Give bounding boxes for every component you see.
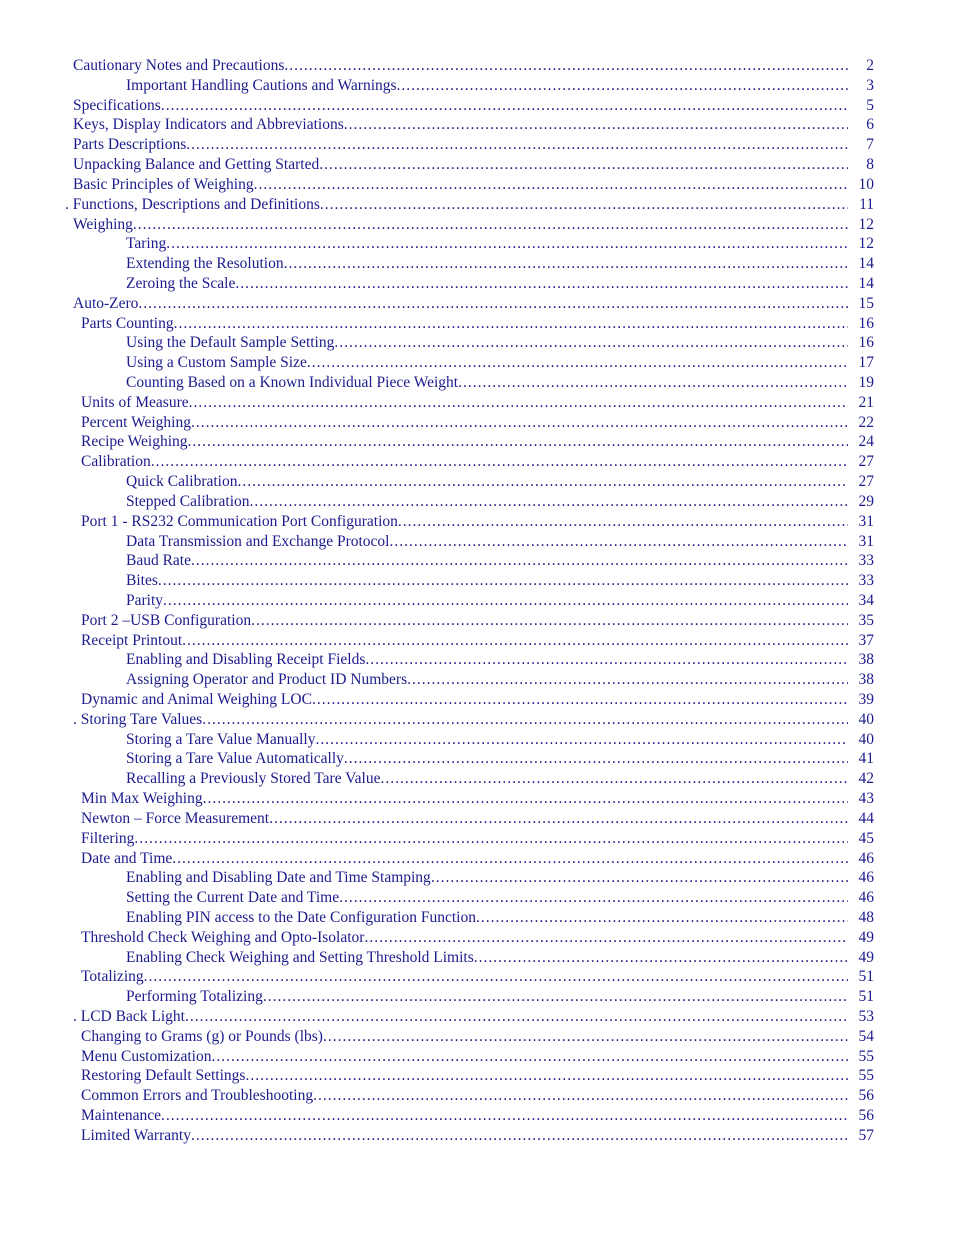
toc-entry[interactable]	[0, 195, 954, 215]
toc-entry-title: Parity	[126, 591, 164, 609]
toc-link[interactable]	[73, 1007, 874, 1027]
toc-entry-title: Keys, Display Indicators and Abbreviations	[73, 116, 344, 134]
toc-entry-title: Weighing	[73, 215, 133, 233]
toc-link[interactable]	[73, 96, 874, 116]
toc-entry-page: 48	[858, 908, 874, 926]
toc-dot-leader	[315, 730, 848, 750]
toc-entry-title: Auto-Zero	[73, 294, 139, 312]
toc-entry-title: Assigning Operator and Product ID Numbers	[126, 671, 408, 689]
toc-link[interactable]	[126, 76, 874, 96]
toc-entry-page: 22	[858, 413, 874, 431]
toc-link[interactable]	[81, 1126, 874, 1146]
toc-entry[interactable]	[0, 115, 954, 135]
toc-dot-leader	[134, 829, 848, 849]
toc-entry-page: 38	[858, 651, 874, 669]
toc-entry-page: 11	[859, 195, 874, 213]
toc-entry[interactable]	[0, 571, 954, 591]
toc-entry-page: 3	[866, 76, 874, 94]
toc-entry-page: 56	[858, 1107, 874, 1125]
toc-entry-page: 35	[858, 611, 874, 629]
toc-link[interactable]	[81, 393, 874, 413]
toc-entry[interactable]	[0, 591, 954, 611]
toc-dot-leader	[334, 333, 848, 353]
toc-dot-leader	[307, 353, 848, 373]
toc-entry-page: 14	[858, 255, 874, 273]
toc-entry-title: Port 1 - RS232 Communication Port Configuration	[81, 512, 398, 530]
toc-dot-leader	[284, 56, 848, 76]
toc-dot-leader	[203, 789, 848, 809]
toc-entry-title: Percent Weighing	[81, 413, 191, 431]
toc-entry[interactable]	[0, 928, 954, 948]
toc-entry-title: Unpacking Balance and Getting Started	[73, 156, 320, 174]
toc-dot-leader	[284, 254, 848, 274]
toc-link[interactable]	[126, 472, 874, 492]
toc-entry-title: Basic Principles of Weighing	[73, 175, 254, 193]
toc-link[interactable]	[81, 452, 874, 472]
toc-entry-title: Zeroing the Scale	[126, 274, 236, 292]
toc-entry-page: 57	[858, 1126, 874, 1144]
toc-link[interactable]	[73, 710, 874, 730]
toc-link[interactable]	[126, 551, 874, 571]
toc-dot-leader	[191, 1126, 848, 1146]
toc-link[interactable]	[126, 532, 874, 552]
toc-entry[interactable]	[0, 175, 954, 195]
toc-entry-title: Specifications	[73, 96, 161, 114]
toc-entry[interactable]	[0, 769, 954, 789]
toc-entry-title: Parts Counting	[81, 314, 174, 332]
toc-entry-page: 54	[858, 1027, 874, 1045]
toc-link[interactable]	[81, 789, 874, 809]
toc-entry[interactable]	[0, 314, 954, 334]
toc-entry-page: 31	[858, 532, 874, 550]
toc-link[interactable]	[126, 888, 874, 908]
toc-entry-title: Enabling PIN access to the Date Configuration Function	[126, 908, 476, 926]
toc-link[interactable]	[126, 591, 874, 611]
toc-entry[interactable]	[0, 492, 954, 512]
toc-entry[interactable]	[0, 1106, 954, 1126]
toc-link[interactable]	[126, 254, 874, 274]
toc-entry[interactable]	[0, 888, 954, 908]
toc-entry-title: Counting Based on a Known Individual Piece Weight	[126, 374, 459, 391]
toc-entry-title: Taring	[126, 235, 167, 253]
toc-entry-title: Setting the Current Date and Time	[126, 889, 340, 907]
toc-entry-title: Dynamic and Animal Weighing LOC	[81, 691, 312, 708]
toc-link[interactable]	[81, 809, 874, 829]
toc-entry[interactable]	[0, 611, 954, 631]
toc-dot-leader	[476, 908, 848, 928]
toc-entry-page: 6	[866, 116, 874, 134]
toc-link[interactable]	[81, 611, 874, 631]
toc-entry-page: 12	[858, 215, 874, 233]
toc-entry-page: 44	[858, 809, 874, 827]
toc-dot-leader	[398, 512, 848, 532]
toc-entry-page: 27	[858, 453, 874, 471]
toc-link[interactable]	[81, 512, 874, 532]
toc-dot-leader	[186, 135, 848, 155]
toc-entry[interactable]	[0, 1007, 954, 1027]
toc-link[interactable]	[81, 631, 874, 651]
toc-entry-page: 33	[858, 552, 874, 570]
toc-link[interactable]	[126, 353, 874, 373]
toc-link[interactable]	[73, 155, 874, 175]
toc-dot-leader	[166, 234, 848, 254]
toc-entry-title: Menu Customization	[81, 1047, 212, 1065]
toc-link[interactable]	[81, 1106, 874, 1126]
toc-entry-title: Newton – Force Measurement	[81, 809, 270, 827]
toc-entry-page: 40	[858, 730, 874, 748]
toc-dot-leader	[161, 96, 848, 116]
toc-entry-title: Bites	[126, 572, 158, 590]
toc-link[interactable]	[73, 294, 874, 314]
toc-entry[interactable]	[0, 274, 954, 294]
toc-dot-leader	[474, 948, 848, 968]
toc-dot-leader	[172, 849, 848, 869]
toc-dot-leader	[144, 967, 848, 987]
toc-entry[interactable]	[0, 1086, 954, 1106]
toc-link[interactable]	[126, 987, 874, 1007]
toc-entry-page: 16	[858, 334, 874, 352]
toc-entry-title: Storing a Tare Value Automatically	[126, 750, 344, 768]
toc-entry-title: Baud Rate	[126, 552, 191, 570]
toc-entry-page: 49	[858, 928, 874, 946]
toc-entry[interactable]	[0, 532, 954, 552]
toc-entry[interactable]	[0, 96, 954, 116]
toc-entry[interactable]	[0, 393, 954, 413]
toc-entry[interactable]	[0, 710, 954, 730]
toc-entry-title: Limited Warranty	[81, 1126, 191, 1144]
toc-dot-leader	[151, 452, 848, 472]
toc-dot-leader	[191, 413, 848, 433]
toc-entry[interactable]	[0, 135, 954, 155]
toc-dot-leader	[188, 432, 848, 452]
toc-dot-leader	[397, 76, 848, 96]
toc-entry-page: 45	[858, 829, 874, 847]
toc-dot-leader	[174, 314, 848, 334]
toc-entry-page: 49	[858, 948, 874, 966]
toc-entry-page: 5	[866, 96, 874, 114]
toc-entry-title: Stepped Calibration	[126, 492, 250, 510]
toc-entry-title: Filtering	[81, 829, 135, 847]
toc-dot-leader	[185, 1007, 848, 1027]
toc-entry[interactable]	[0, 987, 954, 1007]
toc-entry-title: Important Handling Cautions and Warnings	[126, 76, 397, 94]
toc-link[interactable]	[81, 967, 874, 987]
toc-entry-title: Port 2 –USB Configuration	[81, 611, 252, 629]
toc-link[interactable]	[126, 571, 874, 591]
toc-dot-leader	[254, 175, 848, 195]
toc-link[interactable]	[126, 769, 874, 789]
toc-entry[interactable]	[0, 650, 954, 670]
toc-entry-title: Enabling and Disabling Receipt Fields	[126, 651, 366, 669]
toc-entry-title: Quick Calibration	[126, 473, 238, 491]
toc-entry-page: 33	[858, 572, 874, 590]
toc-link[interactable]	[81, 413, 874, 433]
toc-dot-leader	[245, 1066, 848, 1086]
toc-entry-page: 55	[858, 1047, 874, 1065]
toc-entry-title: Changing to Grams (g) or Pounds (lbs)	[81, 1027, 323, 1045]
toc-entry-page: 17	[858, 354, 874, 372]
toc-entry-page: 38	[858, 671, 874, 689]
toc-entry[interactable]	[0, 353, 954, 373]
toc-entry[interactable]	[0, 849, 954, 869]
toc-dot-leader	[458, 373, 848, 393]
toc-link[interactable]	[126, 908, 874, 928]
toc-entry-page: 43	[858, 790, 874, 808]
toc-entry-page: 37	[858, 631, 874, 649]
toc-entry[interactable]	[0, 829, 954, 849]
toc-entry-page: 42	[858, 770, 874, 788]
toc-entry-title: Receipt Printout	[81, 631, 183, 649]
toc-entry-page: 40	[858, 710, 874, 728]
toc-entry-page: 19	[858, 374, 874, 391]
toc-entry[interactable]	[0, 413, 954, 433]
toc-link[interactable]	[81, 314, 874, 334]
toc-entry-page: 12	[858, 235, 874, 253]
toc-entry[interactable]	[0, 690, 954, 710]
toc-dot-leader	[319, 155, 848, 175]
toc-dot-leader	[182, 631, 848, 651]
toc-dot-leader	[389, 532, 848, 552]
toc-dot-leader	[238, 472, 849, 492]
toc-entry[interactable]	[0, 908, 954, 928]
toc-dot-leader	[251, 611, 848, 631]
toc-entry-title: Restoring Default Settings	[81, 1067, 246, 1085]
toc-entry-page: 31	[858, 512, 874, 530]
toc-dot-leader	[202, 710, 848, 730]
toc-entry[interactable]	[0, 333, 954, 353]
toc-entry[interactable]	[0, 1027, 954, 1047]
toc-entry-page: 51	[858, 988, 874, 1006]
toc-link[interactable]	[126, 749, 874, 769]
toc-entry-title: Maintenance	[81, 1107, 162, 1125]
toc-entry-title: Parts Descriptions	[73, 136, 187, 154]
toc-dot-leader	[263, 987, 848, 1007]
toc-entry[interactable]	[0, 749, 954, 769]
toc-dot-leader	[191, 551, 848, 571]
toc-entry[interactable]	[0, 155, 954, 175]
toc-entry[interactable]	[0, 868, 954, 888]
toc-dot-leader	[269, 809, 848, 829]
toc-link[interactable]	[81, 928, 874, 948]
toc-dot-leader	[133, 215, 848, 235]
toc-entry[interactable]	[0, 948, 954, 968]
toc-entry-page: 16	[858, 314, 874, 332]
toc-link[interactable]	[81, 829, 874, 849]
toc-link[interactable]	[126, 868, 874, 888]
toc-link[interactable]	[126, 492, 874, 512]
toc-entry-page: 2	[866, 57, 874, 74]
toc-link[interactable]	[81, 1066, 874, 1086]
toc-entry-title: Using a Custom Sample Size	[126, 354, 307, 372]
toc-entry[interactable]	[0, 472, 954, 492]
toc-entry[interactable]	[0, 373, 954, 393]
toc-entry-title: . Storing Tare Values	[73, 710, 203, 728]
toc-link[interactable]	[81, 1027, 874, 1047]
toc-entry-page: 53	[858, 1008, 874, 1025]
toc-link[interactable]	[73, 215, 874, 235]
toc-entry-page: 21	[858, 393, 874, 411]
toc-entry[interactable]	[0, 76, 954, 96]
toc-entry[interactable]	[0, 294, 954, 314]
toc-entry-page: 24	[858, 433, 874, 451]
toc-entry[interactable]	[0, 967, 954, 987]
toc-entry[interactable]	[0, 452, 954, 472]
toc-dot-leader	[407, 670, 848, 690]
toc-link[interactable]	[126, 650, 874, 670]
toc-dot-leader	[380, 769, 848, 789]
toc-entry-title: Recipe Weighing	[81, 433, 188, 451]
toc-link[interactable]	[126, 670, 874, 690]
toc-entry-page: 46	[858, 869, 874, 887]
toc-dot-leader	[312, 690, 848, 710]
toc-link[interactable]	[73, 135, 874, 155]
toc-entry[interactable]	[0, 809, 954, 829]
toc-link[interactable]	[126, 333, 874, 353]
toc-entry-page: 10	[858, 175, 874, 193]
toc-entry[interactable]	[0, 730, 954, 750]
toc-entry-title: Date and Time	[81, 849, 173, 867]
toc-entry-page: 34	[858, 591, 874, 609]
toc-entry[interactable]	[0, 670, 954, 690]
toc-entry-title: Enabling Check Weighing and Setting Threshold Limits	[126, 948, 474, 966]
toc-entry[interactable]	[0, 56, 954, 76]
toc-entry-title: Extending the Resolution	[126, 255, 284, 273]
toc-entry-title: Threshold Check Weighing and Opto-Isolator	[81, 928, 365, 946]
toc-dot-leader	[323, 1027, 848, 1047]
toc-entry[interactable]	[0, 432, 954, 452]
toc-link[interactable]	[126, 373, 874, 393]
toc-entry[interactable]	[0, 551, 954, 571]
toc-dot-leader	[344, 115, 848, 135]
toc-link[interactable]	[73, 115, 874, 135]
toc-dot-leader	[211, 1047, 848, 1067]
toc-entry-title: Using the Default Sample Setting	[126, 334, 335, 352]
toc-link[interactable]	[73, 56, 874, 76]
toc-entry-title: Calibration	[81, 453, 151, 471]
toc-entry[interactable]	[0, 512, 954, 532]
toc-entry[interactable]	[0, 789, 954, 809]
toc-link[interactable]	[73, 175, 874, 195]
toc-entry-title: . Functions, Descriptions and Definitions	[65, 195, 320, 213]
toc-entry-page: 51	[858, 968, 874, 986]
toc-entry[interactable]	[0, 631, 954, 651]
toc-entry-page: 41	[858, 750, 874, 768]
toc-entry[interactable]	[0, 1126, 954, 1146]
toc-dot-leader	[163, 591, 848, 611]
toc-link[interactable]	[126, 730, 874, 750]
toc-dot-leader	[320, 195, 848, 215]
toc-link[interactable]	[126, 234, 874, 254]
toc-entry-title: Units of Measure	[81, 393, 189, 411]
toc-entry-title: Common Errors and Troubleshooting	[81, 1087, 314, 1105]
toc-entry[interactable]	[0, 254, 954, 274]
toc-dot-leader	[431, 868, 848, 888]
toc-link[interactable]	[81, 690, 874, 710]
toc-dot-leader	[250, 492, 848, 512]
toc-dot-leader	[344, 749, 848, 769]
toc-dot-leader	[364, 928, 848, 948]
toc-entry-page: 7	[866, 136, 874, 154]
toc-dot-leader	[365, 650, 848, 670]
toc-entry-page: 8	[866, 156, 874, 174]
toc-link[interactable]	[65, 195, 874, 215]
toc-entry-page: 27	[858, 473, 874, 491]
toc-entry-title: Min Max Weighing	[81, 790, 203, 808]
toc-entry-page: 14	[858, 274, 874, 292]
toc-entry-page: 46	[858, 849, 874, 867]
toc-entry-title: Cautionary Notes and Precautions	[73, 57, 285, 74]
toc-dot-leader	[313, 1086, 848, 1106]
toc-entry-page: 29	[858, 492, 874, 510]
toc-dot-leader	[189, 393, 848, 413]
toc-entry-title: . LCD Back Light	[73, 1008, 185, 1025]
toc-entry-title: Enabling and Disabling Date and Time Stamping	[126, 869, 431, 887]
toc-entry-page: 55	[858, 1067, 874, 1085]
toc-link[interactable]	[81, 432, 874, 452]
toc-entry[interactable]	[0, 234, 954, 254]
toc-entry-page: 39	[858, 691, 874, 708]
toc-entry-title: Data Transmission and Exchange Protocol	[126, 532, 390, 550]
toc-entry-title: Recalling a Previously Stored Tare Value	[126, 770, 381, 788]
toc-link[interactable]	[81, 1047, 874, 1067]
table-of-contents	[0, 56, 954, 1146]
toc-entry-title: Performing Totalizing	[126, 988, 263, 1006]
toc-dot-leader	[161, 1106, 848, 1126]
toc-entry-page: 15	[858, 294, 874, 312]
toc-entry-page: 56	[858, 1087, 874, 1105]
toc-dot-leader	[339, 888, 848, 908]
toc-dot-leader	[235, 274, 848, 294]
toc-entry-page: 46	[858, 889, 874, 907]
toc-link[interactable]	[81, 849, 874, 869]
toc-entry[interactable]	[0, 1066, 954, 1086]
toc-link[interactable]	[81, 1086, 874, 1106]
toc-link[interactable]	[126, 948, 874, 968]
toc-dot-leader	[158, 571, 848, 591]
toc-entry[interactable]	[0, 1047, 954, 1067]
toc-entry[interactable]	[0, 215, 954, 235]
toc-entry-title: Storing a Tare Value Manually	[126, 730, 316, 748]
toc-entry-title: Totalizing	[81, 968, 144, 986]
toc-dot-leader	[138, 294, 848, 314]
toc-link[interactable]	[126, 274, 874, 294]
